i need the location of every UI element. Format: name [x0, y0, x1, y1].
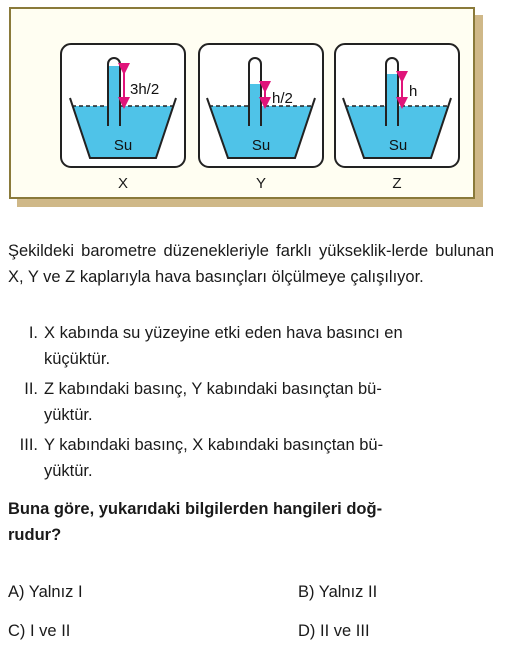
question-prompt-line2: rudur? [8, 526, 62, 544]
panel-z [335, 44, 459, 167]
option-a-letter: A) [8, 583, 25, 601]
panel-label-z: Z [392, 175, 402, 192]
barometer-figure [0, 0, 506, 230]
statement-2-line1: Z kabındaki basınç, Y kabındaki basınçtan bü- [44, 380, 382, 398]
option-c-text: I ve II [30, 622, 71, 640]
statement-3 [8, 432, 494, 484]
height-label-x: 3h/2 [130, 81, 160, 98]
statement-1-number: I. [28, 324, 38, 342]
option-d-text: II ve III [320, 622, 370, 640]
height-label-y: h/2 [272, 90, 293, 107]
statement-3-number: III. [19, 436, 38, 454]
liquid-label-y: Su [251, 137, 271, 154]
statement-1 [8, 320, 494, 372]
question-prompt [8, 496, 494, 548]
option-d[interactable] [298, 622, 370, 641]
option-b-text: Yalnız II [318, 583, 378, 601]
panel-x [61, 44, 185, 167]
liquid-label-x: Su [113, 137, 133, 154]
question-prompt-line1: Buna göre, yukarıdaki bilgilerden hangileri doğ- [8, 500, 383, 518]
option-b[interactable] [298, 583, 377, 602]
statement-3-line1: Y kabındaki basınç, X kabındaki basınçtan bü- [44, 436, 384, 454]
option-c-letter: C) [8, 622, 26, 640]
statement-1-line1: X kabında su yüzeyine etki eden hava basıncı en [44, 324, 403, 342]
statement-1-line2: küçüktür. [44, 350, 111, 368]
liquid-label-z: Su [388, 137, 408, 154]
panel-label-x: X [117, 175, 128, 192]
statement-3-line2: yüktür. [44, 462, 93, 480]
option-a[interactable] [8, 583, 83, 602]
question-intro: Şekildeki barometre düzenekleriyle farklı yükseklik-lerde bulunan X, Y ve Z kaplarıyla hava basınçları ölçülmeye çalışılıyor. [8, 242, 494, 286]
panel-y [199, 44, 323, 167]
option-d-letter: D) [298, 622, 316, 640]
panel-label-y: Y [255, 175, 266, 192]
statement-2-line2: yüktür. [44, 406, 93, 424]
option-a-text: Yalnız I [28, 583, 83, 601]
height-label-z: h [409, 83, 418, 100]
option-c[interactable] [8, 622, 70, 641]
statement-2 [8, 376, 494, 428]
option-b-letter: B) [298, 583, 315, 601]
statement-2-number: II. [24, 380, 38, 398]
